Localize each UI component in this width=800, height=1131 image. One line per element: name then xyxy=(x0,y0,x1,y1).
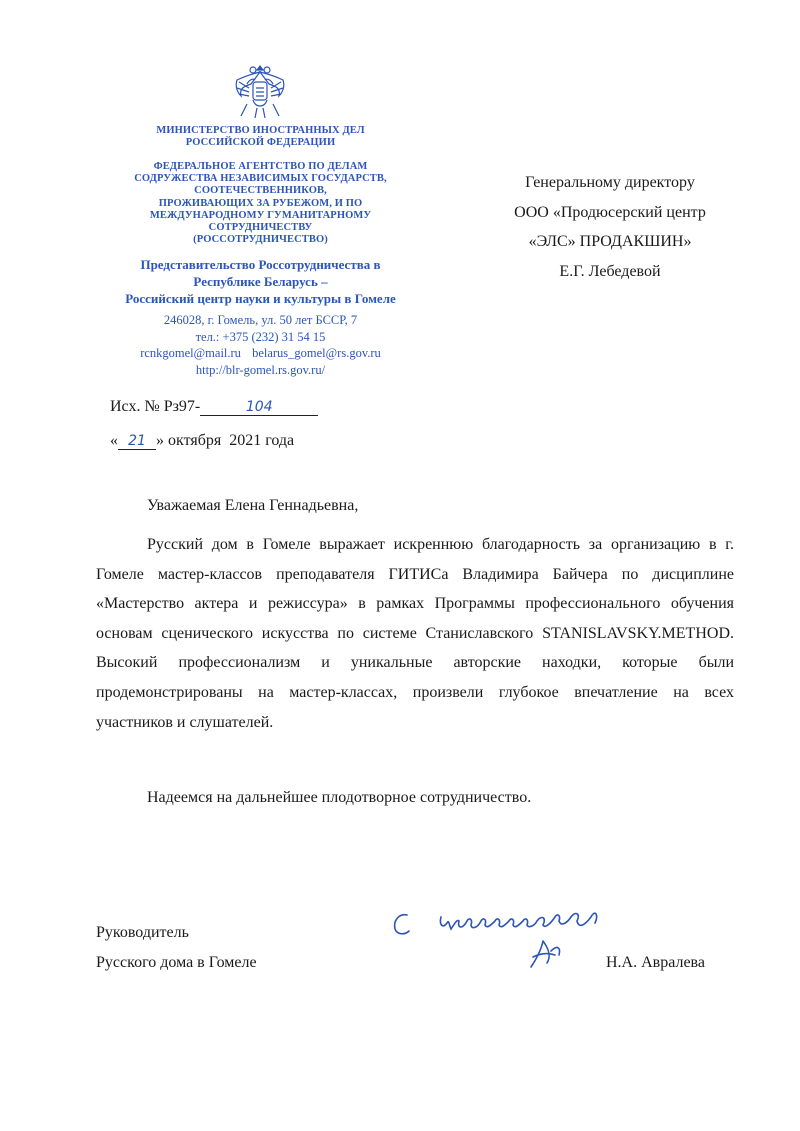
body-paragraph: Русский дом в Гомеле выражает искреннюю благодарность за организацию в г. Гомеле мастер-классов преподавателя ГИТИСа Владимира Байчера по дисциплине «Мастерство актера и режиссура» в рамках Программы профессионального обучения основам сценического искусства по системе Станиславского STANISLAVSKY.METHOD. Высокий профессионализм и уникальные авторские находки, которые были продемонстрированы на мастер-классах, произвели глубокое впечатление на всех участников и слушателей. xyxy=(96,536,734,731)
salutation: Уважаемая Елена Геннадьевна, xyxy=(147,497,359,514)
office-name xyxy=(88,256,433,307)
outgoing-number xyxy=(110,398,318,416)
office-line: Представительство Россотрудничества в xyxy=(140,257,381,272)
agency-line: ПРОЖИВАЮЩИХ ЗА РУБЕЖОМ, И ПО xyxy=(158,197,363,209)
handwritten-signature xyxy=(385,895,625,985)
signer-position-line: Руководитель xyxy=(96,924,189,941)
addressee-line: ООО «Продюсерский центр xyxy=(514,203,706,221)
phone-number: тел.: +375 (232) 31 54 15 xyxy=(195,329,326,344)
addressee-line: «ЭЛС» ПРОДАКШИН» xyxy=(528,233,692,250)
email-row xyxy=(88,345,433,362)
website-link[interactable]: http://blr-gomel.rs.gov.ru/ xyxy=(195,362,326,377)
agency-line: СОТРУДНИЧЕСТВУ xyxy=(208,222,313,234)
ministry-name xyxy=(88,125,433,149)
signer-position-line: Русского дома в Гомеле xyxy=(96,954,257,971)
date-quote-close: » xyxy=(156,432,164,449)
date-month-year: октября 2021 года xyxy=(164,432,295,449)
ministry-line: РОССИЙСКОЙ ФЕДЕРАЦИИ xyxy=(185,137,336,149)
contact-block xyxy=(88,312,433,378)
ministry-line: МИНИСТЕРСТВО ИНОСТРАННЫХ ДЕЛ xyxy=(156,125,365,136)
email-link[interactable]: rcnkgomel@mail.ru xyxy=(140,346,241,360)
date-quote-open: « xyxy=(110,432,118,449)
outgoing-number-value: 104 xyxy=(200,400,318,416)
agency-line: СОДРУЖЕСТВА НЕЗАВИСИМЫХ ГОСУДАРСТВ, xyxy=(134,173,387,185)
postal-address: 246028, г. Гомель, ул. 50 лет БССР, 7 xyxy=(163,313,358,327)
addressee-line: Е.Г. Лебедевой xyxy=(559,262,661,280)
agency-name xyxy=(88,161,433,246)
agency-line: МЕЖДУНАРОДНОМУ ГУМАНИТАРНОМУ xyxy=(149,209,372,221)
signer-name: Н.А. Авралева xyxy=(606,954,705,971)
agency-line: СООТЕЧЕСТВЕННИКОВ, xyxy=(194,185,327,197)
signer-position xyxy=(96,918,257,978)
email-link[interactable]: belarus_gomel@rs.gov.ru xyxy=(252,346,381,360)
outgoing-number-label: Исх. № Рз97- xyxy=(110,398,201,415)
addressee-block xyxy=(470,168,750,286)
body-paragraph: Надеемся на дальнейшее плодотворное сотрудничество. xyxy=(147,789,532,806)
agency-line: (РОССОТРУДНИЧЕСТВО) xyxy=(193,234,328,246)
office-line: Российский центр науки и культуры в Гомеле xyxy=(125,291,396,306)
office-line: Республике Беларусь – xyxy=(193,274,328,289)
letter-date xyxy=(110,432,294,450)
russian-coat-of-arms-icon xyxy=(227,58,293,124)
date-day: 21 xyxy=(118,434,156,450)
addressee-line: Генеральному директору xyxy=(525,174,695,191)
agency-line: ФЕДЕРАЛЬНОЕ АГЕНТСТВО ПО ДЕЛАМ xyxy=(153,161,368,172)
